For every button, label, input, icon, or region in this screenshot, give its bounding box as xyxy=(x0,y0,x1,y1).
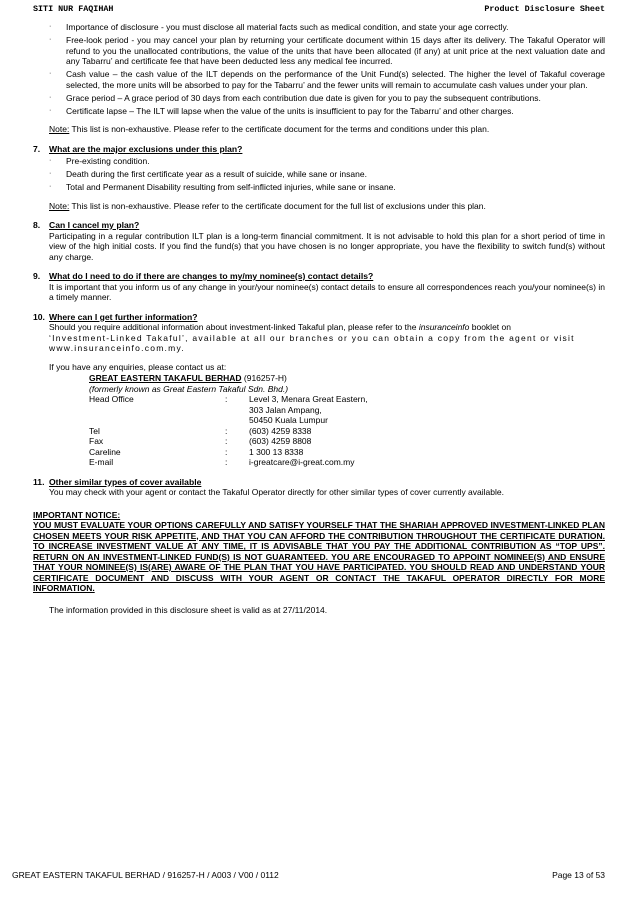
header-name: SITI NUR FAQIHAH xyxy=(33,4,114,14)
section-heading: 11. Other similar types of cover available xyxy=(33,476,202,487)
section-heading: 10. Where can I get further information? xyxy=(33,311,198,322)
section-heading: 8. Can I cancel my plan? xyxy=(33,220,140,230)
footer-reference: GREAT EASTERN TAKAFUL BERHAD / 916257-H / A003 / V00 / 0112 xyxy=(12,870,279,880)
contact-row: 303 Jalan Ampang, xyxy=(249,404,322,415)
exclusions-note xyxy=(33,201,605,212)
page-body xyxy=(33,22,605,615)
list-item: · Grace period – A grace period of 30 days from each contribution due date is given for you to pay the subsequent contributions. xyxy=(49,92,541,103)
section-body: It is important that you inform us of any change in your/your nominee(s) contact details to ensure all correspondences reach you/your nominee(s) in a timely manner. xyxy=(49,281,605,302)
section-further-info xyxy=(33,312,605,468)
section-heading: 9. What do I need to do if there are changes to my/my nominee(s) contact details? xyxy=(33,271,374,281)
terms-note xyxy=(33,124,605,135)
company-name: GREAT EASTERN TAKAFUL BERHAD xyxy=(89,373,242,383)
company-reg: (916257-H) xyxy=(241,373,287,383)
section-cancel xyxy=(33,220,605,262)
note-text: This list is non-exhaustive. Please refer to the certificate document for the terms and conditions under this plan. xyxy=(69,124,490,134)
section-body: You may check with your agent or contact the Takaful Operator directly for other similar types of cover currently available. xyxy=(49,487,504,497)
header-doc-title: Product Disclosure Sheet xyxy=(484,4,605,14)
section-heading: 7. What are the major exclusions under this plan? xyxy=(33,143,243,154)
contact-row: Careline : 1 300 13 8338 xyxy=(89,446,304,457)
contact-row: Fax : (603) 4259 8808 xyxy=(89,436,312,446)
note-label: Note: xyxy=(49,200,70,211)
list-item: · Free-look period - you may cancel your plan by returning your certificate document within 15 days after its delivery. The Takaful Operator will refund to you the unallocated contributions, the value of the units that have been allocated (if any) at unit price at the next valuation date and any Tabarru’ and certificate fee that have been deducted less any medical fee incurred. xyxy=(49,35,605,66)
important-notice-title: IMPORTANT NOTICE: xyxy=(33,509,121,520)
exclusion-list xyxy=(33,156,605,193)
list-item: · Importance of disclosure - you must disclose all material facts such as medical condition, and state your age correctly. xyxy=(49,22,509,32)
section-other-cover xyxy=(33,477,605,498)
contact-row: E-mail : i-greatcare@i-great.com.my xyxy=(89,457,355,467)
important-notice xyxy=(33,510,605,594)
insuranceinfo-text: insuranceinfo xyxy=(418,322,470,332)
list-item: · Death during the first certificate year as a result of suicide, while sane or insane. xyxy=(49,169,367,179)
section-body: Should you require additional information about investment-linked Takaful plan, please refer to the insuranceinfo booklet on ‘Investment-Linked Takaful’, available at all our branches or you can obtain a copy from the agent or visit www.insuranceinfo.com.my. xyxy=(33,322,605,354)
page-number: Page 13 of 53 xyxy=(552,870,605,880)
top-bullet-list xyxy=(33,22,605,116)
important-notice-body: YOU MUST EVALUATE YOUR OPTIONS CAREFULLY AND SATISFY YOURSELF THAT THE SHARIAH APPROVED INVESTMENT-LINKED PLAN CHOSEN MEETS YOUR RISK APPETITE, AND THAT YOU CAN AFFORD THE CONTRIBUTION THROUGHOUT THE CERTIFICATE DURATION. TO INCREASE INVESTMENT VALUE AT ANY TIME, IT IS ADVISABLE THAT YOU PAY THE ADDITIONAL CONTRIBUTION AS “TOP UPS”. RETURN ON AN INVESTMENT-LINKED FUND(S) IS NOT GUARANTEED. YOU ARE ENCOURAGED TO APPOINT NOMINEE(S) AND ENSURE THAT YOUR NOMINEE(S) IS(ARE) AWARE OF THE PLAN THAT YOU HAVE PARTICIPATED. YOU SHOULD READ AND UNDERSTAND YOUR CERTIFICATE DOCUMENT AND DISCUSS WITH YOUR AGENT OR CONTACT THE TAKAFUL OPERATOR DIRECTLY FOR MORE INFORMATION. xyxy=(33,520,605,593)
section-contact-changes xyxy=(33,271,605,303)
email-link[interactable]: i-greatcare@i-great.com.my xyxy=(249,457,355,467)
validity-statement: The information provided in this disclosure sheet is valid as at 27/11/2014. xyxy=(49,604,328,615)
contact-row: Tel : (603) 4259 8338 xyxy=(89,425,312,436)
list-item: · Pre-existing condition. xyxy=(49,156,150,166)
formerly-known: (formerly known as Great Eastern Takaful Sdn. Bhd.) xyxy=(89,383,289,394)
enquiry-line: If you have any enquiries, please contact us at: xyxy=(49,361,227,372)
list-item: · Certificate lapse – The ILT will lapse when the value of the units is insufficient to pay for the Tabarru’ and other charges. xyxy=(49,105,514,116)
section-exclusions xyxy=(33,144,605,212)
contact-row: Head Office : Level 3, Menara Great Eastern, xyxy=(89,394,368,404)
contact-block xyxy=(33,373,605,468)
website-link[interactable]: www.insuranceinfo.com.my. xyxy=(49,343,185,353)
list-item: · Cash value – the cash value of the ILT depends on the performance of the Unit Fund(s) selected. The higher the level of Takaful coverage selected, the more units will be absorbed to pay for the Tabarru’ and the fewer units will remain to accumulate cash values under your plan. xyxy=(49,69,605,90)
list-item: · Total and Permanent Disability resulting from self-inflicted injuries, while sane or insane. xyxy=(49,182,396,192)
note-text: This list is non-exhaustive. Please refer to the certificate document for the full list of exclusions under this plan. xyxy=(69,200,486,211)
page-header xyxy=(33,4,605,16)
contact-row: 50450 Kuala Lumpur xyxy=(249,415,328,425)
section-body: Participating in a regular contribution ILT plan is a long-term financial commitment. It is not advisable to hold this plan for a short period of time in view of the high initial costs. If you find the fund(s) that you have chosen is no longer appropriate, you have the flexibility to switch fund(s) without any charge. xyxy=(49,230,605,262)
note-label: Note: xyxy=(49,124,70,134)
